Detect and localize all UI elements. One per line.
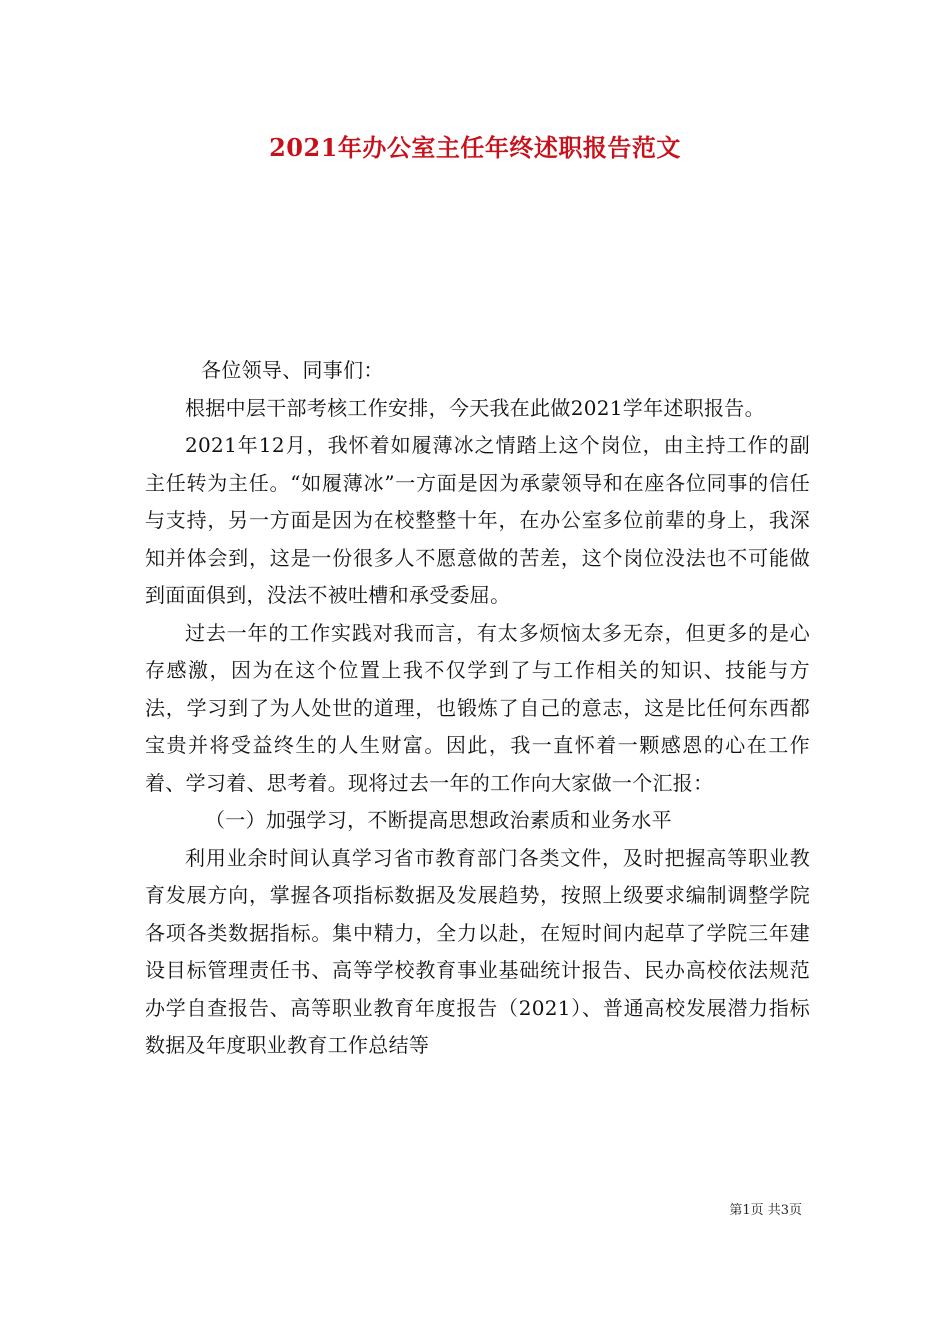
greeting-paragraph: 各位领导、同事们： [201, 358, 384, 382]
section-heading: （一）加强学习，不断提高思想政治素质和业务水平 [205, 808, 672, 832]
document-title: 2021年办公室主任年终述职报告范文 [269, 133, 681, 162]
body-paragraph: 过去一年的工作实践对我而言，有太多烦恼太多无奈，但更多的是心存感激，因为在这个位置上我不仅学到了与工作相关的知识、技能与方法，学习到了为人处世的道理，也锻炼了自己的意志，这是比任何东西都宝贵并将受益终生的人生财富。因此，我一直怀着一颗感恩的心在工作着、学习着、思考着。现将过去一年的工作向大家做一个汇报： [145, 620, 810, 795]
intro-paragraph: 根据中层干部考核工作安排，今天我在此做2021学年述职报告。 [185, 395, 765, 420]
page-number: 第1页 共3页 [729, 1203, 802, 1218]
document-body [145, 352, 810, 1065]
body-paragraph: 利用业余时间认真学习省市教育部门各类文件，及时把握高等职业教育发展方向，掌握各项指标数据及发展趋势，按照上级要求编制调整学院各项各类数据指标。集中精力，全力以赴，在短时间内起草了学院三年建设目标管理责任书、高等学校教育事业基础统计报告、民办高校依法规范办学自查报告、高等职业教育年度报告（2021）、普通高校发展潜力指标数据及年度职业教育工作总结等 [145, 845, 810, 1057]
body-paragraph: 2021年12月，我怀着如履薄冰之情踏上这个岗位，由主持工作的副主任转为主任。“如履薄冰”一方面是因为承蒙领导和在座各位同事的信任与支持，另一方面是因为在校整整十年，在办公室多位前辈的身上，我深知并体会到，这是一份很多人不愿意做的苦差，这个岗位没法也不可能做到面面俱到，没法不被吐槽和承受委屈。 [145, 433, 810, 607]
